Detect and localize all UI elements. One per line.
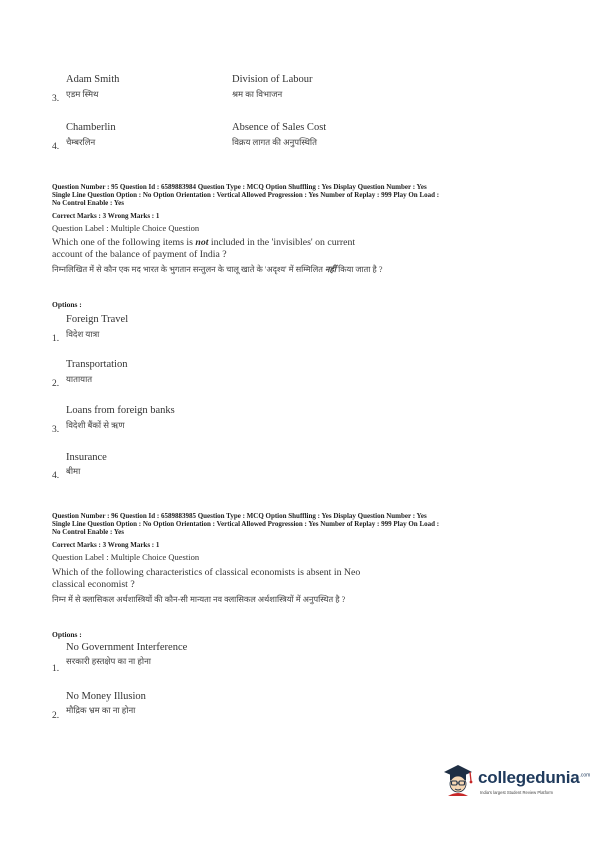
meta-line: No Control Enable : Yes	[52, 199, 124, 207]
prev-option-4-left-en: Chamberlin	[66, 122, 116, 133]
question-95-text-en: Which one of the following items is not included in the 'invisibles' on current account of the balance of payment of India ?	[52, 237, 356, 260]
question-96-meta	[52, 512, 439, 536]
brand-tagline: India's largest Student Review Platform	[480, 790, 553, 795]
question-96-option-1-en[interactable]: No Government Interference	[66, 642, 188, 653]
question-96-option-1-hi[interactable]: सरकारी हस्तक्षेप का ना होना	[66, 656, 152, 666]
emphasis: not	[195, 237, 209, 248]
question-95-option-3-hi[interactable]: विदेशी बैंकों से ऋण	[66, 420, 125, 430]
question-95-option-4-hi[interactable]: बीमा	[66, 466, 81, 476]
question-95-option-2-hi[interactable]: यातायात	[66, 374, 93, 384]
question-96-text-en: Which of the following characteristics of classical economists is absent in Neo classical economist ?	[52, 567, 361, 590]
prev-option-3-left-hi: एडम स्मिथ	[66, 89, 99, 99]
question-96-marks: Correct Marks : 3 Wrong Marks : 1	[52, 541, 160, 549]
graduate-mascot-icon	[440, 762, 476, 798]
question-95-option-1-hi[interactable]: विदेश यात्रा	[66, 329, 100, 339]
meta-line: No Control Enable : Yes	[52, 528, 124, 536]
question-95-option-1-en[interactable]: Foreign Travel	[66, 314, 129, 325]
question-96-text-hi: निम्न में से क्लासिकल अर्थशास्त्रियों की कौन-सी मान्यता नव क्लासिकल अर्थशास्त्रियों में अनुपस्थित है ?	[52, 595, 346, 604]
prev-option-3-number: 3.	[52, 94, 60, 104]
meta-line: Question Number : 96 Question Id : 6589883985 Question Type : MCQ Option Shuffling : Yes Display Question Number : Yes	[52, 512, 427, 520]
collegedunia-logo	[440, 762, 591, 802]
question-95-options-heading: Options :	[52, 300, 82, 309]
meta-line: Single Line Question Option : No Option Orientation : Vertical Allowed Progression : Yes Number of Replay : 999 Play On Load :	[52, 520, 440, 528]
prev-option-4-right-hi: विक्रय लागत की अनुपस्थिति	[232, 137, 317, 147]
question-95-marks: Correct Marks : 3 Wrong Marks : 1	[52, 212, 160, 220]
prev-option-3-right-en: Division of Labour	[232, 74, 313, 85]
prev-option-3-right-hi: श्रम का विभाजन	[232, 89, 283, 99]
emphasis: नहीं	[325, 265, 337, 274]
question-95-option-4-number: 4.	[52, 471, 60, 481]
prev-option-4-left-hi: चैम्बरलिन	[66, 137, 96, 147]
question-95-option-3-number: 3.	[52, 425, 60, 435]
question-96-option-1-number: 1.	[52, 664, 60, 674]
question-95-meta	[52, 183, 439, 207]
meta-line: Question Number : 95 Question Id : 6589883984 Question Type : MCQ Option Shuffling : Yes Display Question Number : Yes	[52, 183, 427, 191]
question-95-option-3-en[interactable]: Loans from foreign banks	[66, 405, 175, 416]
question-95-label: Question Label : Multiple Choice Question	[52, 223, 200, 233]
brand-tld: .com	[579, 772, 591, 779]
question-96-options-heading: Options :	[52, 630, 82, 639]
brand-name: collegedunia	[478, 768, 580, 787]
prev-option-3-left-en: Adam Smith	[66, 74, 120, 85]
question-95-option-2-number: 2.	[52, 379, 60, 389]
question-96-option-2-number: 2.	[52, 711, 60, 721]
question-95-text-hi: निम्नलिखित में से कौन एक मद भारत के भुगतान सन्तुलन के चालू खाते के 'अदृश्य' में सम्मिलित नहीं किया जाता है ?	[52, 265, 383, 274]
question-95-option-1-number: 1.	[52, 334, 60, 344]
question-95-option-4-en[interactable]: Insurance	[66, 452, 107, 463]
question-96-label: Question Label : Multiple Choice Question	[52, 552, 200, 562]
question-95-option-2-en[interactable]: Transportation	[66, 359, 128, 370]
question-96-option-2-hi[interactable]: मौद्रिक भ्रम का ना होना	[66, 705, 136, 715]
prev-option-4-number: 4.	[52, 142, 60, 152]
meta-line: Single Line Question Option : No Option Orientation : Vertical Allowed Progression : Yes Number of Replay : 999 Play On Load :	[52, 191, 440, 199]
prev-option-4-right-en: Absence of Sales Cost	[232, 122, 327, 133]
question-96-option-2-en[interactable]: No Money Illusion	[66, 691, 146, 702]
brand-wordmark	[478, 768, 590, 788]
